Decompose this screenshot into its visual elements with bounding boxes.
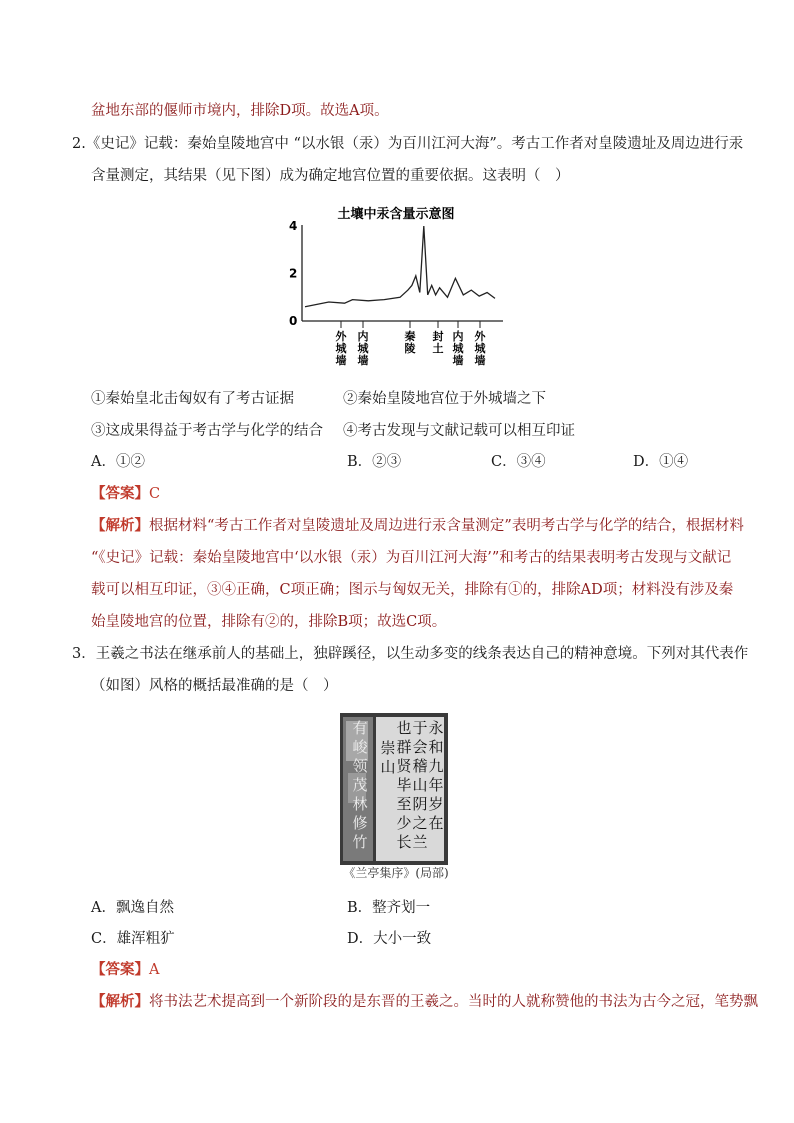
x-marker-label: 秦陵 [404,330,416,355]
continuation-line: 盆地东部的偃师市境内，排除D项。故选A项。 [91,103,389,119]
q2-option-d: D．①④ [633,454,689,470]
x-marker-label: 内城墙 [357,330,369,367]
analysis-text: 将书法艺术提高到一个新阶段的是东晋的王羲之。当时的人就称赞他的书法为古今之冠，笔势飘 [149,994,758,1010]
x-marker-label: 内城墙 [452,330,464,367]
calligraphy-column: 永和九年岁在 [428,719,444,832]
x-marker-label: 封土 [432,330,444,355]
q2-analysis-line2: “《史记》记载：秦始皇陵地宫中‘以水银（汞）为百川江河大海’”和考古的结果表明考古发现与文献记 [91,550,732,566]
q3-option-a: A．飘逸自然 [91,900,174,916]
analysis-text: 根据材料“考古工作者对皇陵遗址及周边进行汞含量测定”表明考古学与化学的结合，根据材料 [149,518,744,534]
q3-answer [91,960,159,980]
image-caption: 《兰亭集序》(局部) [343,866,449,880]
q3-stem-line2: （如图）风格的概括最准确的是（ ） [91,678,338,694]
series-line [305,226,495,307]
q2-analysis-line3: 载可以相互印证，③④正确，C项正确；图示与匈奴无关，排除有①的，排除AD项；材料没有涉及秦 [91,582,734,598]
analysis-tag: 【解析】 [91,993,149,1010]
q2-stem-line1: 2.《史记》记载：秦始皇陵地宫中 “以水银（汞）为百川江河大海”。考古工作者对皇陵遗址及周边进行汞 [72,136,744,152]
q2-analysis-line1 [91,516,744,536]
q3-analysis-line1 [91,992,758,1012]
q3-stem-line1: 3．王羲之书法在继承前人的基础上，独辟蹊径，以生动多变的线条表达自己的精神意境。下列对其代表作 [72,646,749,662]
y-tick-labels [289,219,297,328]
q2-item-1: ①秦始皇北击匈奴有了考古证据 [91,391,294,407]
lantingxu-image [340,713,448,865]
q2-stem-line2: 含量测定，其结果（见下图）成为确定地宫位置的重要依据。这表明（ ） [91,168,570,184]
q2-answer [91,484,160,504]
q2-option-a: A．①② [91,454,145,470]
calligraphy-column: 于会稽山阴之兰 [412,719,428,851]
y-tick-label: 4 [289,219,298,233]
q2-option-b: B．②③ [347,454,402,470]
answer-tag: 【答案】 [91,961,149,978]
q3-option-c: C．雄浑粗犷 [91,931,175,947]
q2-item-3: ③这成果得益于考古学与化学的结合 [91,423,323,439]
answer-tag: 【答案】 [91,485,149,502]
analysis-tag: 【解析】 [91,517,149,534]
answer-value: A [149,962,160,978]
calligraphy-column: 崇山 [380,739,396,776]
x-marker-label: 外城墙 [335,330,347,367]
calligraphy-column: 也群贤毕至少长 [396,719,412,851]
q2-item-4: ④考古发现与文献记载可以相互印证 [343,423,575,439]
y-tick-label: 2 [289,266,298,281]
answer-value: C [149,486,161,502]
chart-title: 土壤中汞含量示意图 [337,207,455,222]
q2-item-2: ②秦始皇陵地宫位于外城墙之下 [343,391,546,407]
q3-option-b: B．整齐划一 [347,900,431,916]
y-tick-label: 0 [289,314,298,328]
q3-option-d: D．大小一致 [347,931,432,947]
calligraphy-illustration [340,713,448,865]
x-marker-label: 外城墙 [474,330,486,367]
calligraphy-column: 有峻领茂林修竹 [352,719,368,851]
mercury-chart [275,200,515,375]
q2-analysis-line4: 始皇陵地宫的位置，排除有②的，排除B项；故选C项。 [91,614,447,630]
x-markers [336,321,487,367]
q2-option-c: C．③④ [491,454,546,470]
mercury-chart-svg [275,200,515,375]
